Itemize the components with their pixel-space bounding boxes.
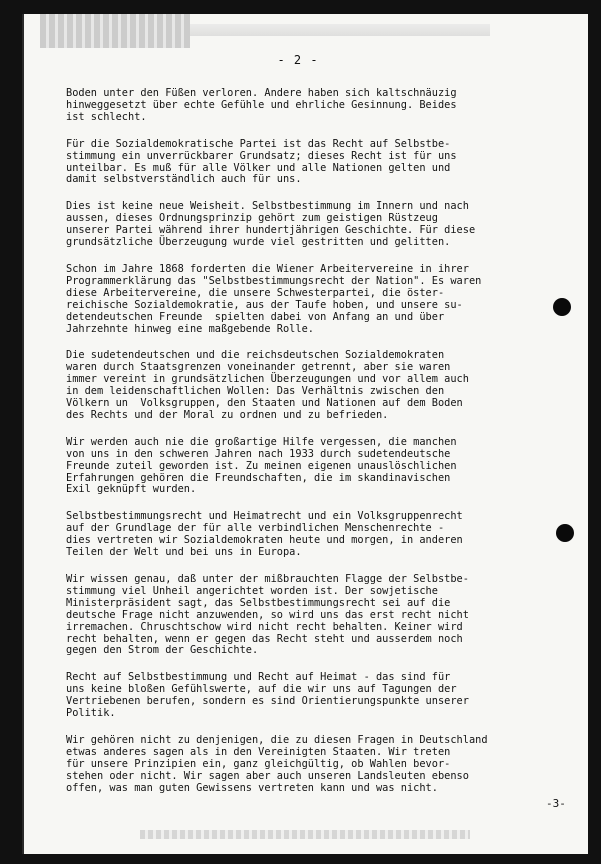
text-line: recht behalten, wenn er gegen das Recht steht und ausserdem noch [66,632,463,645]
text-line: dies vertreten wir Sozialdemokraten heute und morgen, in anderen [66,534,463,547]
paragraph [66,574,566,657]
text-line: Boden unter den Füßen verloren. Andere haben sich kaltschnäuzig [66,87,457,99]
text-line: für unsere Prinzipien ein, ganz gleichgültig, ob Wahlen bevor- [66,757,451,770]
text-line: Die sudetendeutschen und die reichsdeutschen Sozialdemokraten [66,349,445,362]
text-line: Recht auf Selbstbestimmung und Recht auf Heimat - das sind für [66,671,451,684]
body-text [66,88,566,795]
paragraph [66,735,566,795]
archive-stamp [40,14,190,48]
text-line: Vertriebenen berufen, sondern es sind Orientierungspunkte unserer [66,695,469,708]
text-line: hinweggesetzt über echte Gefühle und ehrliche Gesinnung. Beides [66,98,457,111]
text-line: stehen oder nicht. Wir sagen aber auch unseren Landsleuten ebenso [66,769,469,782]
text-line: von uns in den schweren Jahren nach 1933 durch sudetendeutsche [66,447,451,460]
text-line: aussen, dieses Ordnungsprinzip gehört zum geistigen Rüstzeug [66,212,438,225]
text-line: offen, was man guten Gewissens vertreten kann und was nicht. [66,781,438,794]
text-line: grundsätzliche Überzeugung wurde viel gestritten und gelitten. [66,236,451,249]
text-line: in dem leidenschaftlichen Wollen: Das Verhältnis zwischen den [66,385,445,398]
punch-hole-mark [553,298,571,316]
text-line: Jahrzehnte hinweg eine maßgebende Rolle. [66,322,314,335]
text-line: Wir wissen genau, daß unter der mißbrauchten Flagge der Selbstbe- [66,573,469,585]
paragraph [66,437,566,497]
text-line: deutsche Frage nicht anzuwenden, so wird uns das erst recht nicht [66,608,469,621]
paragraph [66,350,566,421]
text-line: unserer Partei während ihrer hundertjährigen Geschichte. Für diese [66,224,476,237]
text-line: Wir werden auch nie die großartige Hilfe vergessen, die manchen [66,435,457,448]
text-line: Erfahrungen gehören die Freundschaften, die im skandinavischen [66,471,451,484]
text-line: unteilbar. Es muß für alle Völker und alle Nationen gelten und [66,161,451,174]
text-line: gegen den Strom der Geschichte. [66,644,259,657]
text-line: Völkern un Volksgruppen, den Staaten und Nationen auf dem Boden [66,397,463,410]
text-line: Freunde zuteil geworden ist. Zu meinen eigenen unauslöschlichen [66,459,457,472]
paragraph [66,264,566,335]
paragraph [66,672,566,720]
text-line: reichische Sozialdemokratie, aus der Taufe hoben, und unsere su- [66,298,463,311]
text-line: etwas anderes sagen als in den Vereinigten Staaten. Wir treten [66,745,451,758]
paragraph [66,139,566,187]
text-line: des Rechts und der Moral zu ordnen und zu befrieden. [66,408,389,421]
text-line: stimmung viel Unheil angerichtet worden ist. Der sowjetische [66,584,438,597]
text-line: waren durch Staatsgrenzen voneinander getrennt, aber sie waren [66,361,451,374]
paragraph [66,88,566,124]
text-line: stimmung ein unverrückbarer Grundsatz; dieses Recht ist für uns [66,149,457,162]
text-line: detendeutschen Freunde spielten dabei von Anfang an und über [66,310,445,323]
text-line: Schon im Jahre 1868 forderten die Wiener Arbeitervereine in ihrer [66,262,469,275]
text-line: auf der Grundlage der für alle verbindlichen Menschenrechte - [66,522,445,535]
text-line: diese Arbeitervereine, die unsere Schwesterpartei, die öster- [66,286,445,299]
text-line: damit selbstverständlich auch für uns. [66,173,302,186]
text-line: Ministerpräsident sagt, das Selbstbestimmungsrecht sei auf die [66,596,451,609]
text-line: Dies ist keine neue Weisheit. Selbstbestimmung im Innern und nach [66,200,469,213]
text-line: Programmerklärung das "Selbstbestimmungsrecht der Nation". Es waren [66,274,482,287]
footer-stamp [140,830,470,839]
text-line: immer vereint in grundsätzlichen Überzeugungen und vor allem auch [66,373,469,386]
text-line: Für die Sozialdemokratische Partei ist das Recht auf Selbstbe- [66,137,451,150]
text-line: uns keine bloßen Gefühlswerte, auf die wir uns auf Tagungen der [66,683,457,696]
text-line: irremachen. Chruschtschow wird nicht recht behalten. Keiner wird [66,620,463,633]
page-number: - 2 - [277,53,319,67]
text-line: Selbstbestimmungsrecht und Heimatrecht und ein Volksgruppenrecht [66,510,463,523]
next-page-indicator: -3- [546,797,566,810]
text-line: ist schlecht. [66,110,147,123]
paragraph [66,511,566,559]
text-line: Wir gehören nicht zu denjenigen, die zu diesen Fragen in Deutschland [66,733,488,746]
punch-hole-mark [556,524,574,542]
header-smudge [190,24,490,36]
text-line: Politik. [66,707,116,720]
text-line: Teilen der Welt und bei uns in Europa. [66,546,302,559]
text-line: Exil geknüpft wurden. [66,483,197,496]
paragraph [66,201,566,249]
